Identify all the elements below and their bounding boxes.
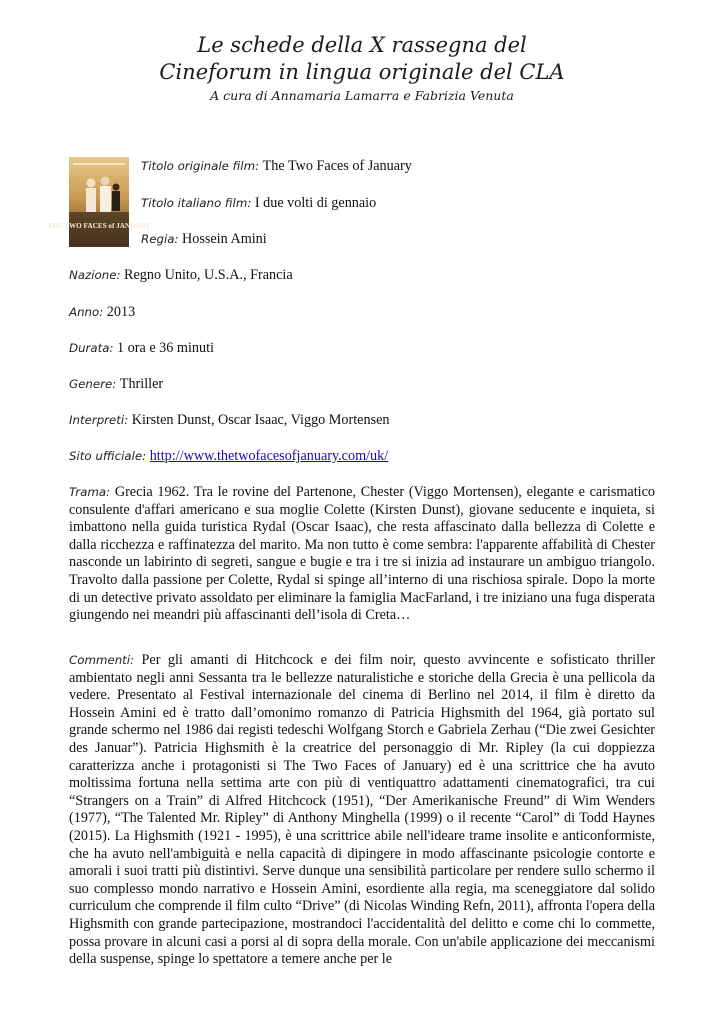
film-poster-image <box>47 157 151 247</box>
comments-label: Commenti <box>69 653 131 667</box>
cast-value: Kirsten Dunst, Oscar Isaac, Viggo Mortensen <box>131 412 390 428</box>
header-title-line-2: Cineforum in lingua originale del CLA <box>159 60 565 84</box>
year-label: Anno <box>69 305 100 319</box>
header-curators: A cura di Annamaria Lamarra e Fabrizia Venuta <box>210 88 514 103</box>
website-link[interactable]: http://www.thetwofacesofjanuary.com/uk/ <box>149 448 389 464</box>
website-row: Sito ufficiale: http://www.thetwofacesofjanuary.com/uk/ <box>69 448 389 464</box>
plot-label: Trama <box>69 485 107 499</box>
year-value: 2013 <box>106 304 136 320</box>
country-row: Nazione: Regno Unito, U.S.A., Francia <box>69 267 293 283</box>
plot-paragraph: Trama: Grecia 1962. Tra le rovine del Partenone, Chester (Viggo Mortensen), elegante e carismatico consulente d'affari americano e sua moglie Colette (Kirsten Dunst), giovane seducente e inquieta, si imbattono nella guida turistica Rydal (Oscar Isaac), che resta affascinato dalla bellezza di Colette e dalla ricchezza e raffinatezza del marito. Ma non tutto è come sembra: l'apparente affabilità di Chester nasconde un labirinto di segreti, sangue e bugie e tra i tre si inizia ad instaurare un ambiguo triangolo. Travolto dalla passione per Colette, Rydal si spinge all’interno di una rischiosa spirale. Dopo la morte di un detective privato assoldato per eliminare la famiglia MacFarland, i tre iniziano una fuga disperata giungendo nei meandri più affascinanti dell’isola di Creta… <box>69 484 656 624</box>
italian-title-value: I due volti di gennaio <box>254 195 377 211</box>
original-title-label: Titolo originale film <box>141 159 256 173</box>
italian-title-row: Titolo italiano film: I due volti di gennaio <box>141 195 377 211</box>
website-label: Sito ufficiale <box>69 449 143 463</box>
duration-label: Durata <box>69 341 110 355</box>
original-title-value: The Two Faces of January <box>262 158 412 174</box>
cast-label: Interpreti <box>69 413 125 427</box>
cast-row: Interpreti: Kirsten Dunst, Oscar Isaac, Viggo Mortensen <box>69 412 390 428</box>
genre-value: Thriller <box>119 376 164 392</box>
genre-label: Genere <box>69 377 113 391</box>
comments-text: Per gli amanti di Hitchcock e dei film noir, questo avvincente e sofisticato thriller ambientato negli anni Sessanta tra le bellezze naturalistiche e storiche della Grecia è una pellicola da vedere. Presentato al Festival internazionale del cinema di Berlino nel 2014, il film è diretto da Hossein Amini ed è tratto dall’omonimo romanzo di Patricia Highsmith del 1964, già portato sul grande schermo nel 1986 dai registi tedeschi Wolfgang Storch e Gabriela Zerhau (“Die zwei Gesichter des Januar”). Patricia Highsmith è la creatrice del personaggio di Mr. Ripley (la cui doppiezza caratterizza anche i protagonisti si The Two Faces of January) ed è una scrittrice che ha avuto moltissima fortuna nella settima arte con più di ventiquattro adattamenti cinematografici, tra cui “Strangers on a Train” di Alfred Hitchcock (1951), “Der Amerikanische Freund” di Wim Wenders (1977), “The Talented Mr. Ripley” di Anthony Minghella (1999) o il recente “Carol” di Todd Haynes (2015). La Highsmith (1921 - 1995), è una scrittrice abile nell'ideare trame insolite e anticonformiste, che ha avuto nell'ambiguità e nella capacità di dipingere in modo affascinante psicologie contorte e amorali i suoi tratti più distintivi. Serve dunque una sensibilità particolare per rendere sullo schermo il suo complesso mondo narrativo e Hossein Amini, esordiente alla regia, ma sceneggiatore dal solido curriculum che comprende il film culto “Drive” (di Nicolas Winding Refn, 2011), affronta l'opera della Highsmith con grande partecipazione, mostrandoci l'accidentalità del delitto e come chi lo commette, possa provare in alcuni casi a porsi al di sopra della morale. Con un'abile applicazione dei meccanismi della suspense, spinge lo spettatore a temere anche per le <box>69 652 655 968</box>
plot-text: Grecia 1962. Tra le rovine del Partenone, Chester (Viggo Mortensen), elegante e carismatico consulente d'affari americano e sua moglie Colette (Kirsten Dunst), giovane seducente e inquieta, si imbattono nella guida turistica Rydal (Oscar Isaac), che resta affascinato dalla bellezza di Colette e dalla ricchezza e raffinatezza del marito. Ma non tutto è come sembra: l'apparente affabilità di Chester nasconde un labirinto di segreti, sangue e bugie e tra i tre si inizia ad instaurare un ambiguo triangolo. Travolto dalla passione per Colette, Rydal si spinge all’interno di una rischiosa spirale. Dopo la morte di un detective privato assoldato per eliminare la famiglia MacFarland, i tre iniziano una fuga disperata giungendo nei meandri più affascinanti dell’isola di Creta… <box>69 484 656 624</box>
original-title-row: Titolo originale film: The Two Faces of January <box>141 158 412 174</box>
year-row: Anno: 2013 <box>69 304 136 320</box>
director-value: Hossein Amini <box>181 231 267 247</box>
header-title-line-1: Le schede della X rassegna del <box>197 33 527 57</box>
genre-row: Genere: Thriller <box>69 376 164 392</box>
country-label: Nazione <box>69 268 117 282</box>
director-label: Regia <box>141 232 175 246</box>
director-row: Regia: Hossein Amini <box>141 231 267 247</box>
italian-title-label: Titolo italiano film <box>141 196 248 210</box>
country-value: Regno Unito, U.S.A., Francia <box>124 267 293 283</box>
page-header <box>0 32 724 105</box>
duration-value: 1 ora e 36 minuti <box>117 340 214 356</box>
poster-title-text: THE TWO FACES of JANUARY <box>47 222 151 230</box>
comments-paragraph: Commenti: Per gli amanti di Hitchcock e dei film noir, questo avvincente e sofisticato thriller ambientato negli anni Sessanta tra le bellezze naturalistiche e storiche della Grecia è una pellicola da vedere. Presentato al Festival internazionale del cinema di Berlino nel 2014, il film è diretto da Hossein Amini ed è tratto dall’omonimo romanzo di Patricia Highsmith del 1964, già portato sul grande schermo nel 1986 dai registi tedeschi Wolfgang Storch e Gabriela Zerhau (“Die zwei Gesichter des Januar”). Patricia Highsmith è la creatrice del personaggio di Mr. Ripley (la cui doppiezza caratterizza anche i protagonisti si The Two Faces of January) ed è una scrittrice che ha avuto moltissima fortuna nella settima arte con più di ventiquattro adattamenti cinematografici, tra cui “Strangers on a Train” di Alfred Hitchcock (1951), “Der Amerikanische Freund” di Wim Wenders (1977), “The Talented Mr. Ripley” di Anthony Minghella (1999) o il recente “Carol” di Todd Haynes (2015). La Highsmith (1921 - 1995), è una scrittrice abile nell'ideare trame insolite e anticonformiste, che ha avuto nell'ambiguità e nella capacità di dipingere in modo affascinante psicologie contorte e amorali i suoi tratti più distintivi. Serve dunque una sensibilità particolare per rendere sullo schermo il suo complesso mondo narrativo e Hossein Amini, esordiente alla regia, ma sceneggiatore dal solido curriculum che comprende il film culto “Drive” (di Nicolas Winding Refn, 2011), affronta l'opera della Highsmith con grande partecipazione, mostrandoci l'accidentalità del delitto e come chi lo commette, possa provare in alcuni casi a porsi al di sopra della morale. Con un'abile applicazione dei meccanismi della suspense, spinge lo spettatore a temere anche per le <box>69 652 655 968</box>
duration-row: Durata: 1 ora e 36 minuti <box>69 340 214 356</box>
